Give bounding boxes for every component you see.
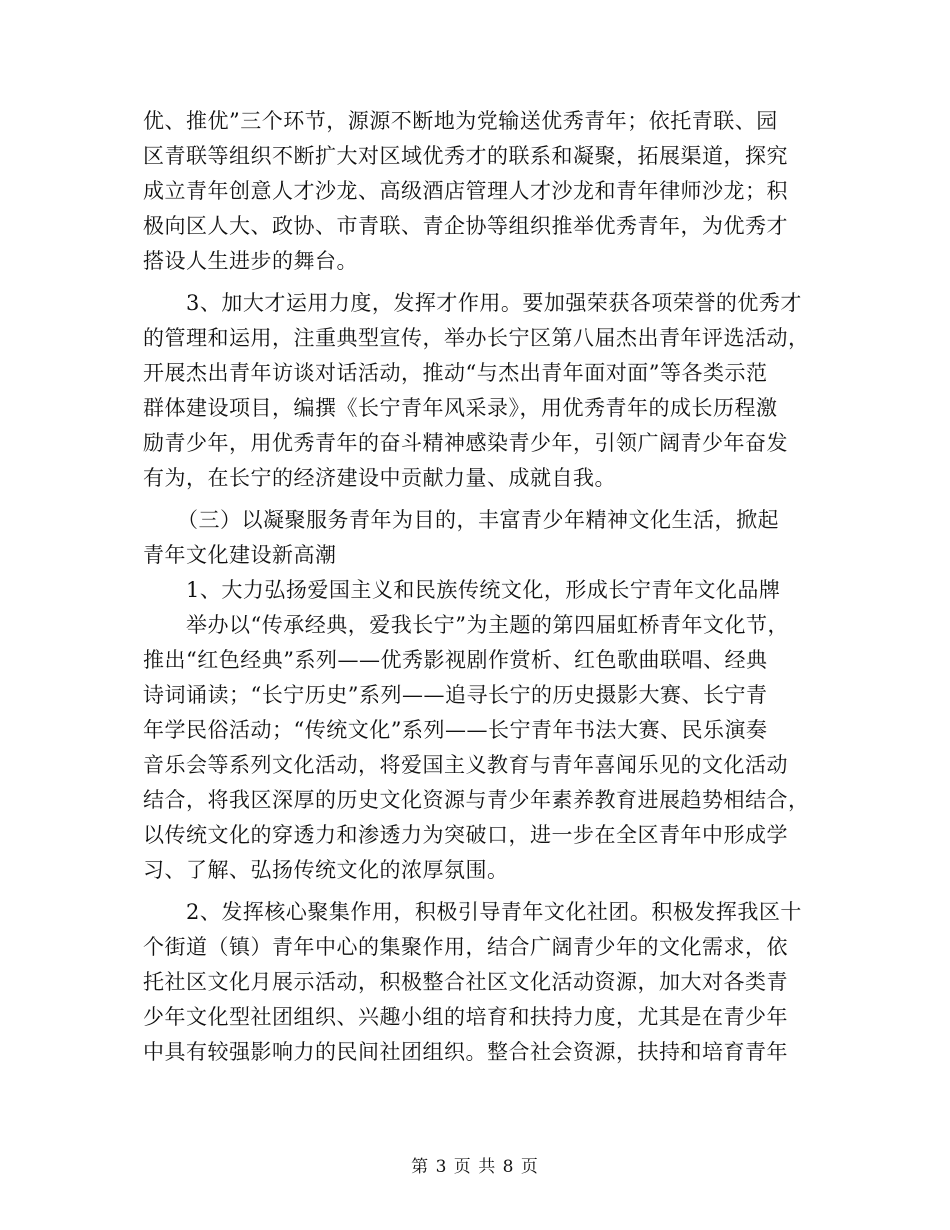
text-line: 年学民俗活动；“传统文化”系列——长宁青年书法大赛、民乐演奏 (143, 718, 768, 742)
paragraph (143, 895, 803, 1070)
text-line: 有为，在长宁的经济建设中贡献力量、成就自我。 (143, 466, 616, 490)
text-line: 少年文化型社团组织、兴趣小组的培育和扶持力度，尤其是在青少年 (143, 1005, 788, 1029)
text-line: 成立青年创意人才沙龙、高级酒店管理人才沙龙和青年律师沙龙；积 (143, 179, 788, 203)
paragraph (143, 608, 810, 888)
text-line: 励青少年，用优秀青年的奋斗精神感染青少年，引领广阔青少年奋发 (143, 431, 788, 455)
text-line: 推出“红色经典”系列——优秀影视剧作赏析、红色歌曲联唱、经典 (143, 648, 768, 672)
paragraph (143, 104, 803, 279)
text-line: 结合，将我区深厚的历史文化资源与青少年素养教育进展趋势相结合， (143, 788, 810, 812)
text-line: 开展杰出青年访谈对话活动，推动“与杰出青年面对面”等各类示范 (143, 361, 768, 385)
text-line: 极向区人大、政协、市青联、青企协等组织推举优秀青年，为优秀才 (143, 214, 788, 238)
text-line: 群体建设项目，编撰《长宁青年风采录》，用优秀青年的成长历程激 (143, 396, 778, 420)
text-line: 习、了解、弘扬传统文化的浓厚氛围。 (143, 858, 509, 882)
text-line: 搭设人生进步的舞台。 (143, 249, 358, 273)
section-heading (143, 503, 803, 573)
text-line: 托社区文化月展示活动，积极整合社区文化活动资源，加大对各类青 (143, 970, 788, 994)
text-line: 个街道（镇）青年中心的集聚作用，结合广阔青少年的文化需求，依 (143, 935, 788, 959)
text-line: 诗词诵读；“长宁历史”系列——追寻长宁的历史摄影大赛、长宁青 (143, 683, 768, 707)
text-line: 的管理和运用，注重典型宣传，举办长宁区第八届杰出青年评选活动， (143, 326, 810, 350)
text-line: 3、加大才运用力度，发挥才作用。要加强荣获各项荣誉的优秀才 (186, 291, 802, 315)
text-line: 2、发挥核心聚集作用，积极引导青年文化社团。积极发挥我区十 (186, 900, 802, 924)
document-body (143, 104, 810, 1070)
text-line: 青年文化建设新高潮 (143, 543, 337, 567)
text-line: 中具有较强影响力的民间社团组织。整合社会资源，扶持和培育青年 (143, 1040, 788, 1064)
text-line: 优、推优”三个环节，源源不断地为党输送优秀青年；依托青联、园 (143, 109, 778, 133)
subsection-heading (143, 573, 803, 608)
text-line: 1、大力弘扬爱国主义和民族传统文化，形成长宁青年文化品牌 (186, 578, 781, 602)
paragraph (143, 286, 810, 496)
text-line: 音乐会等系列文化活动，将爱国主义教育与青年喜闻乐见的文化活动 (143, 753, 788, 777)
page-number-footer: 第 3 页 共 8 页 (411, 1157, 539, 1177)
text-line: 举办以“传承经典，爱我长宁”为主题的第四届虹桥青年文化节， (186, 613, 789, 637)
text-line: 以传统文化的穿透力和渗透力为突破口，进一步在全区青年中形成学 (143, 823, 788, 847)
text-line: （三）以凝聚服务青年为目的，丰富青少年精神文化生活，掀起 (177, 508, 779, 532)
text-line: 区青联等组织不断扩大对区域优秀才的联系和凝聚，拓展渠道，探究 (143, 144, 788, 168)
